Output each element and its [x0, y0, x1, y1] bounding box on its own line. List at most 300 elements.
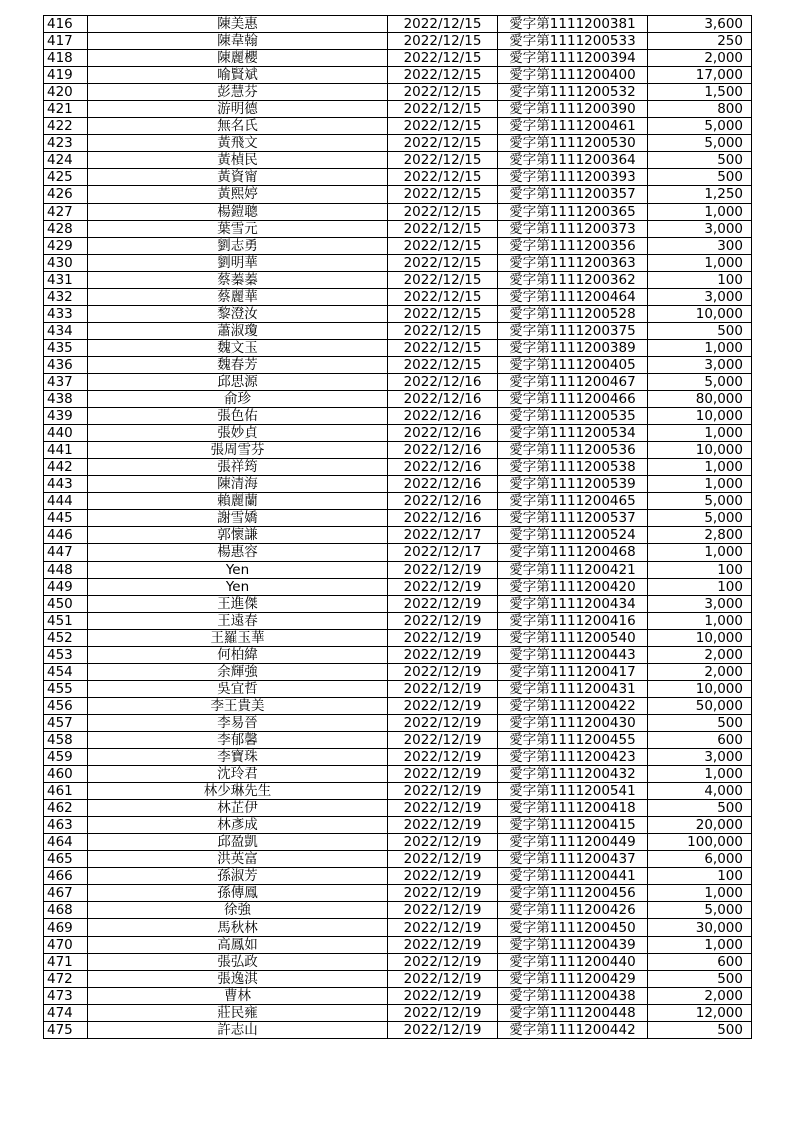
donor-name: 曹林 — [88, 987, 388, 1004]
donation-amount: 2,000 — [648, 663, 752, 680]
table-row — [44, 237, 752, 254]
donation-date: 2022/12/19 — [388, 578, 498, 595]
donor-name: 林彥成 — [88, 817, 388, 834]
table-row — [44, 714, 752, 731]
donor-name: 蔡麗華 — [88, 288, 388, 305]
donor-name: 喻賢斌 — [88, 67, 388, 84]
donation-date: 2022/12/19 — [388, 595, 498, 612]
donor-name: 蕭淑瓊 — [88, 322, 388, 339]
table-row — [44, 783, 752, 800]
row-number: 422 — [44, 118, 88, 135]
receipt-number: 愛字第1111200455 — [498, 731, 648, 748]
receipt-number: 愛字第1111200536 — [498, 442, 648, 459]
row-number: 421 — [44, 101, 88, 118]
receipt-number: 愛字第1111200533 — [498, 33, 648, 50]
receipt-number: 愛字第1111200400 — [498, 67, 648, 84]
row-number: 457 — [44, 714, 88, 731]
donation-amount: 2,000 — [648, 987, 752, 1004]
table-row — [44, 339, 752, 356]
donor-name: 黃飛文 — [88, 135, 388, 152]
donation-date: 2022/12/19 — [388, 970, 498, 987]
donation-date: 2022/12/19 — [388, 731, 498, 748]
row-number: 433 — [44, 305, 88, 322]
donor-name: Yen — [88, 561, 388, 578]
receipt-number: 愛字第1111200441 — [498, 868, 648, 885]
row-number: 419 — [44, 67, 88, 84]
row-number: 449 — [44, 578, 88, 595]
row-number: 446 — [44, 527, 88, 544]
row-number: 460 — [44, 766, 88, 783]
donation-table — [43, 15, 752, 1039]
row-number: 430 — [44, 254, 88, 271]
donor-name: 徐強 — [88, 902, 388, 919]
donor-name: 王遠春 — [88, 612, 388, 629]
receipt-number: 愛字第1111200450 — [498, 919, 648, 936]
receipt-number: 愛字第1111200528 — [498, 305, 648, 322]
donation-amount: 500 — [648, 714, 752, 731]
donor-name: 魏文玉 — [88, 339, 388, 356]
donation-amount: 1,000 — [648, 339, 752, 356]
donation-amount: 5,000 — [648, 135, 752, 152]
row-number: 447 — [44, 544, 88, 561]
table-row — [44, 322, 752, 339]
receipt-number: 愛字第1111200375 — [498, 322, 648, 339]
receipt-number: 愛字第1111200464 — [498, 288, 648, 305]
table-row — [44, 271, 752, 288]
donation-amount: 500 — [648, 800, 752, 817]
row-number: 456 — [44, 697, 88, 714]
donation-date: 2022/12/19 — [388, 987, 498, 1004]
table-row — [44, 459, 752, 476]
table-row — [44, 288, 752, 305]
receipt-number: 愛字第1111200466 — [498, 391, 648, 408]
table-row — [44, 305, 752, 322]
donation-date: 2022/12/19 — [388, 800, 498, 817]
donation-date: 2022/12/16 — [388, 510, 498, 527]
donation-amount: 1,500 — [648, 84, 752, 101]
donor-name: 楊鎧聰 — [88, 203, 388, 220]
receipt-number: 愛字第1111200456 — [498, 885, 648, 902]
table-row — [44, 373, 752, 390]
row-number: 474 — [44, 1004, 88, 1021]
donation-amount: 5,000 — [648, 118, 752, 135]
receipt-number: 愛字第1111200362 — [498, 271, 648, 288]
donation-date: 2022/12/19 — [388, 663, 498, 680]
donor-name: 李寶珠 — [88, 749, 388, 766]
donation-date: 2022/12/15 — [388, 288, 498, 305]
donation-date: 2022/12/16 — [388, 373, 498, 390]
donor-name: 陳美惠 — [88, 16, 388, 33]
row-number: 424 — [44, 152, 88, 169]
receipt-number: 愛字第1111200432 — [498, 766, 648, 783]
donation-date: 2022/12/16 — [388, 459, 498, 476]
receipt-number: 愛字第1111200537 — [498, 510, 648, 527]
donation-date: 2022/12/16 — [388, 476, 498, 493]
table-row — [44, 936, 752, 953]
donation-amount: 1,000 — [648, 476, 752, 493]
donor-name: 邱盈凱 — [88, 834, 388, 851]
donation-date: 2022/12/19 — [388, 953, 498, 970]
table-row — [44, 544, 752, 561]
receipt-number: 愛字第1111200461 — [498, 118, 648, 135]
receipt-number: 愛字第1111200524 — [498, 527, 648, 544]
receipt-number: 愛字第1111200468 — [498, 544, 648, 561]
table-row — [44, 510, 752, 527]
table-row — [44, 800, 752, 817]
donor-name: 謝雪嬌 — [88, 510, 388, 527]
donation-date: 2022/12/16 — [388, 391, 498, 408]
donor-name: 張周雪芬 — [88, 442, 388, 459]
table-row — [44, 527, 752, 544]
receipt-number: 愛字第1111200429 — [498, 970, 648, 987]
donation-date: 2022/12/19 — [388, 766, 498, 783]
donation-amount: 100 — [648, 868, 752, 885]
donor-name: 李易晉 — [88, 714, 388, 731]
row-number: 448 — [44, 561, 88, 578]
donation-amount: 1,000 — [648, 254, 752, 271]
receipt-number: 愛字第1111200449 — [498, 834, 648, 851]
donation-amount: 2,000 — [648, 646, 752, 663]
donation-amount: 1,000 — [648, 766, 752, 783]
donor-name: 李郁馨 — [88, 731, 388, 748]
donor-name: 魏春芳 — [88, 356, 388, 373]
receipt-number: 愛字第1111200530 — [498, 135, 648, 152]
row-number: 439 — [44, 408, 88, 425]
donor-name: 余輝強 — [88, 663, 388, 680]
donation-date: 2022/12/15 — [388, 67, 498, 84]
table-row — [44, 391, 752, 408]
donation-date: 2022/12/15 — [388, 254, 498, 271]
donor-name: 許志山 — [88, 1021, 388, 1038]
donation-amount: 50,000 — [648, 697, 752, 714]
donor-name: 楊惠容 — [88, 544, 388, 561]
donor-name: Yen — [88, 578, 388, 595]
row-number: 437 — [44, 373, 88, 390]
row-number: 461 — [44, 783, 88, 800]
receipt-number: 愛字第1111200538 — [498, 459, 648, 476]
table-row — [44, 970, 752, 987]
table-row — [44, 578, 752, 595]
row-number: 418 — [44, 50, 88, 67]
receipt-number: 愛字第1111200541 — [498, 783, 648, 800]
donation-amount: 3,000 — [648, 356, 752, 373]
table-row — [44, 902, 752, 919]
receipt-number: 愛字第1111200381 — [498, 16, 648, 33]
row-number: 420 — [44, 84, 88, 101]
donation-amount: 17,000 — [648, 67, 752, 84]
table-row — [44, 646, 752, 663]
donor-name: 賴麗蘭 — [88, 493, 388, 510]
donor-name: 張色佑 — [88, 408, 388, 425]
donation-date: 2022/12/16 — [388, 442, 498, 459]
row-number: 468 — [44, 902, 88, 919]
donation-date: 2022/12/19 — [388, 697, 498, 714]
donation-amount: 300 — [648, 237, 752, 254]
table-row — [44, 663, 752, 680]
table-row — [44, 50, 752, 67]
table-row — [44, 731, 752, 748]
row-number: 417 — [44, 33, 88, 50]
donation-date: 2022/12/19 — [388, 868, 498, 885]
receipt-number: 愛字第1111200365 — [498, 203, 648, 220]
donation-amount: 1,000 — [648, 203, 752, 220]
receipt-number: 愛字第1111200430 — [498, 714, 648, 731]
donor-name: 張弘政 — [88, 953, 388, 970]
donation-amount: 250 — [648, 33, 752, 50]
table-row — [44, 595, 752, 612]
table-row — [44, 834, 752, 851]
table-row — [44, 817, 752, 834]
donation-date: 2022/12/19 — [388, 680, 498, 697]
donation-amount: 5,000 — [648, 373, 752, 390]
table-row — [44, 220, 752, 237]
row-number: 427 — [44, 203, 88, 220]
donation-amount: 3,000 — [648, 220, 752, 237]
donation-amount: 4,000 — [648, 783, 752, 800]
donor-name: 沈玲君 — [88, 766, 388, 783]
donation-amount: 1,000 — [648, 459, 752, 476]
donation-amount: 1,000 — [648, 425, 752, 442]
receipt-number: 愛字第1111200534 — [498, 425, 648, 442]
table-row — [44, 33, 752, 50]
table-row — [44, 1004, 752, 1021]
donation-amount: 5,000 — [648, 493, 752, 510]
donation-amount: 500 — [648, 1021, 752, 1038]
row-number: 425 — [44, 169, 88, 186]
receipt-number: 愛字第1111200389 — [498, 339, 648, 356]
row-number: 442 — [44, 459, 88, 476]
donation-amount: 500 — [648, 169, 752, 186]
donation-date: 2022/12/15 — [388, 50, 498, 67]
row-number: 444 — [44, 493, 88, 510]
donation-amount: 500 — [648, 970, 752, 987]
row-number: 441 — [44, 442, 88, 459]
table-row — [44, 425, 752, 442]
donation-amount: 3,000 — [648, 749, 752, 766]
receipt-number: 愛字第1111200418 — [498, 800, 648, 817]
donor-name: 無名氏 — [88, 118, 388, 135]
row-number: 473 — [44, 987, 88, 1004]
table-row — [44, 67, 752, 84]
donation-amount: 20,000 — [648, 817, 752, 834]
receipt-number: 愛字第1111200442 — [498, 1021, 648, 1038]
donation-amount: 500 — [648, 322, 752, 339]
table-row — [44, 152, 752, 169]
table-row — [44, 766, 752, 783]
donation-date: 2022/12/15 — [388, 33, 498, 50]
donation-date: 2022/12/15 — [388, 135, 498, 152]
donor-name: 張祥筠 — [88, 459, 388, 476]
table-row — [44, 919, 752, 936]
row-number: 459 — [44, 749, 88, 766]
row-number: 470 — [44, 936, 88, 953]
donation-amount: 100,000 — [648, 834, 752, 851]
donor-name: 黎澄汝 — [88, 305, 388, 322]
donation-amount: 1,000 — [648, 936, 752, 953]
donation-date: 2022/12/19 — [388, 749, 498, 766]
row-number: 471 — [44, 953, 88, 970]
donor-name: 黃資甯 — [88, 169, 388, 186]
donor-name: 林少琳先生 — [88, 783, 388, 800]
donation-amount: 600 — [648, 953, 752, 970]
row-number: 434 — [44, 322, 88, 339]
row-number: 469 — [44, 919, 88, 936]
table-row — [44, 442, 752, 459]
row-number: 454 — [44, 663, 88, 680]
donation-amount: 3,600 — [648, 16, 752, 33]
donor-name: 黃熙婷 — [88, 186, 388, 203]
table-row — [44, 612, 752, 629]
donation-date: 2022/12/19 — [388, 817, 498, 834]
donation-amount: 12,000 — [648, 1004, 752, 1021]
donor-name: 劉明華 — [88, 254, 388, 271]
donor-name: 馬秋林 — [88, 919, 388, 936]
donor-name: 孫淑芳 — [88, 868, 388, 885]
receipt-number: 愛字第1111200363 — [498, 254, 648, 271]
receipt-number: 愛字第1111200467 — [498, 373, 648, 390]
donation-amount: 10,000 — [648, 680, 752, 697]
donation-date: 2022/12/15 — [388, 186, 498, 203]
receipt-number: 愛字第1111200535 — [498, 408, 648, 425]
donation-date: 2022/12/15 — [388, 101, 498, 118]
row-number: 436 — [44, 356, 88, 373]
row-number: 452 — [44, 629, 88, 646]
row-number: 443 — [44, 476, 88, 493]
row-number: 464 — [44, 834, 88, 851]
donation-date: 2022/12/15 — [388, 356, 498, 373]
table-row — [44, 118, 752, 135]
donor-name: 陳韋翰 — [88, 33, 388, 50]
donation-table-body — [44, 16, 752, 1039]
table-row — [44, 254, 752, 271]
donation-date: 2022/12/19 — [388, 885, 498, 902]
table-row — [44, 885, 752, 902]
donor-name: 林芷伊 — [88, 800, 388, 817]
row-number: 445 — [44, 510, 88, 527]
row-number: 423 — [44, 135, 88, 152]
receipt-number: 愛字第1111200423 — [498, 749, 648, 766]
receipt-number: 愛字第1111200421 — [498, 561, 648, 578]
receipt-number: 愛字第1111200448 — [498, 1004, 648, 1021]
donation-date: 2022/12/19 — [388, 646, 498, 663]
donation-date: 2022/12/19 — [388, 834, 498, 851]
donor-name: 孫傳鳳 — [88, 885, 388, 902]
row-number: 463 — [44, 817, 88, 834]
row-number: 475 — [44, 1021, 88, 1038]
receipt-number: 愛字第1111200357 — [498, 186, 648, 203]
donor-name: 葉雪元 — [88, 220, 388, 237]
donation-date: 2022/12/15 — [388, 339, 498, 356]
donation-date: 2022/12/19 — [388, 1021, 498, 1038]
row-number: 453 — [44, 646, 88, 663]
row-number: 466 — [44, 868, 88, 885]
donation-date: 2022/12/17 — [388, 544, 498, 561]
donor-name: 王羅玉華 — [88, 629, 388, 646]
table-row — [44, 408, 752, 425]
donation-date: 2022/12/15 — [388, 203, 498, 220]
receipt-number: 愛字第1111200465 — [498, 493, 648, 510]
donor-name: 郭懷謙 — [88, 527, 388, 544]
donor-name: 游明德 — [88, 101, 388, 118]
donor-name: 張妙貞 — [88, 425, 388, 442]
donation-amount: 5,000 — [648, 902, 752, 919]
row-number: 435 — [44, 339, 88, 356]
donation-date: 2022/12/19 — [388, 902, 498, 919]
table-row — [44, 868, 752, 885]
donation-date: 2022/12/15 — [388, 237, 498, 254]
table-row — [44, 135, 752, 152]
row-number: 462 — [44, 800, 88, 817]
table-row — [44, 169, 752, 186]
donation-date: 2022/12/19 — [388, 629, 498, 646]
table-row — [44, 749, 752, 766]
receipt-number: 愛字第1111200420 — [498, 578, 648, 595]
donation-amount: 10,000 — [648, 629, 752, 646]
donation-amount: 1,000 — [648, 885, 752, 902]
row-number: 438 — [44, 391, 88, 408]
receipt-number: 愛字第1111200417 — [498, 663, 648, 680]
donation-amount: 3,000 — [648, 288, 752, 305]
donation-amount: 800 — [648, 101, 752, 118]
donor-name: 黃楨民 — [88, 152, 388, 169]
receipt-number: 愛字第1111200416 — [498, 612, 648, 629]
receipt-number: 愛字第1111200438 — [498, 987, 648, 1004]
donation-date: 2022/12/15 — [388, 169, 498, 186]
donation-amount: 100 — [648, 271, 752, 288]
receipt-number: 愛字第1111200415 — [498, 817, 648, 834]
receipt-number: 愛字第1111200405 — [498, 356, 648, 373]
table-row — [44, 953, 752, 970]
table-row — [44, 203, 752, 220]
donation-amount: 10,000 — [648, 305, 752, 322]
donation-date: 2022/12/15 — [388, 16, 498, 33]
table-row — [44, 476, 752, 493]
donation-date: 2022/12/15 — [388, 84, 498, 101]
donation-date: 2022/12/19 — [388, 783, 498, 800]
receipt-number: 愛字第1111200540 — [498, 629, 648, 646]
donor-name: 俞珍 — [88, 391, 388, 408]
donation-amount: 1,000 — [648, 544, 752, 561]
row-number: 431 — [44, 271, 88, 288]
donation-date: 2022/12/19 — [388, 561, 498, 578]
donor-name: 陳麗櫻 — [88, 50, 388, 67]
receipt-number: 愛字第1111200373 — [498, 220, 648, 237]
receipt-number: 愛字第1111200443 — [498, 646, 648, 663]
row-number: 451 — [44, 612, 88, 629]
donation-amount: 100 — [648, 561, 752, 578]
donation-date: 2022/12/19 — [388, 851, 498, 868]
donation-amount: 5,000 — [648, 510, 752, 527]
donor-name: 邱思源 — [88, 373, 388, 390]
table-row — [44, 561, 752, 578]
donation-date: 2022/12/15 — [388, 271, 498, 288]
row-number: 416 — [44, 16, 88, 33]
receipt-number: 愛字第1111200434 — [498, 595, 648, 612]
table-row — [44, 697, 752, 714]
donor-name: 何柏緯 — [88, 646, 388, 663]
donor-name: 洪英富 — [88, 851, 388, 868]
receipt-number: 愛字第1111200422 — [498, 697, 648, 714]
receipt-number: 愛字第1111200426 — [498, 902, 648, 919]
row-number: 432 — [44, 288, 88, 305]
donation-amount: 2,000 — [648, 50, 752, 67]
donation-date: 2022/12/15 — [388, 305, 498, 322]
row-number: 428 — [44, 220, 88, 237]
receipt-number: 愛字第1111200393 — [498, 169, 648, 186]
donation-amount: 3,000 — [648, 595, 752, 612]
row-number: 440 — [44, 425, 88, 442]
receipt-number: 愛字第1111200539 — [498, 476, 648, 493]
